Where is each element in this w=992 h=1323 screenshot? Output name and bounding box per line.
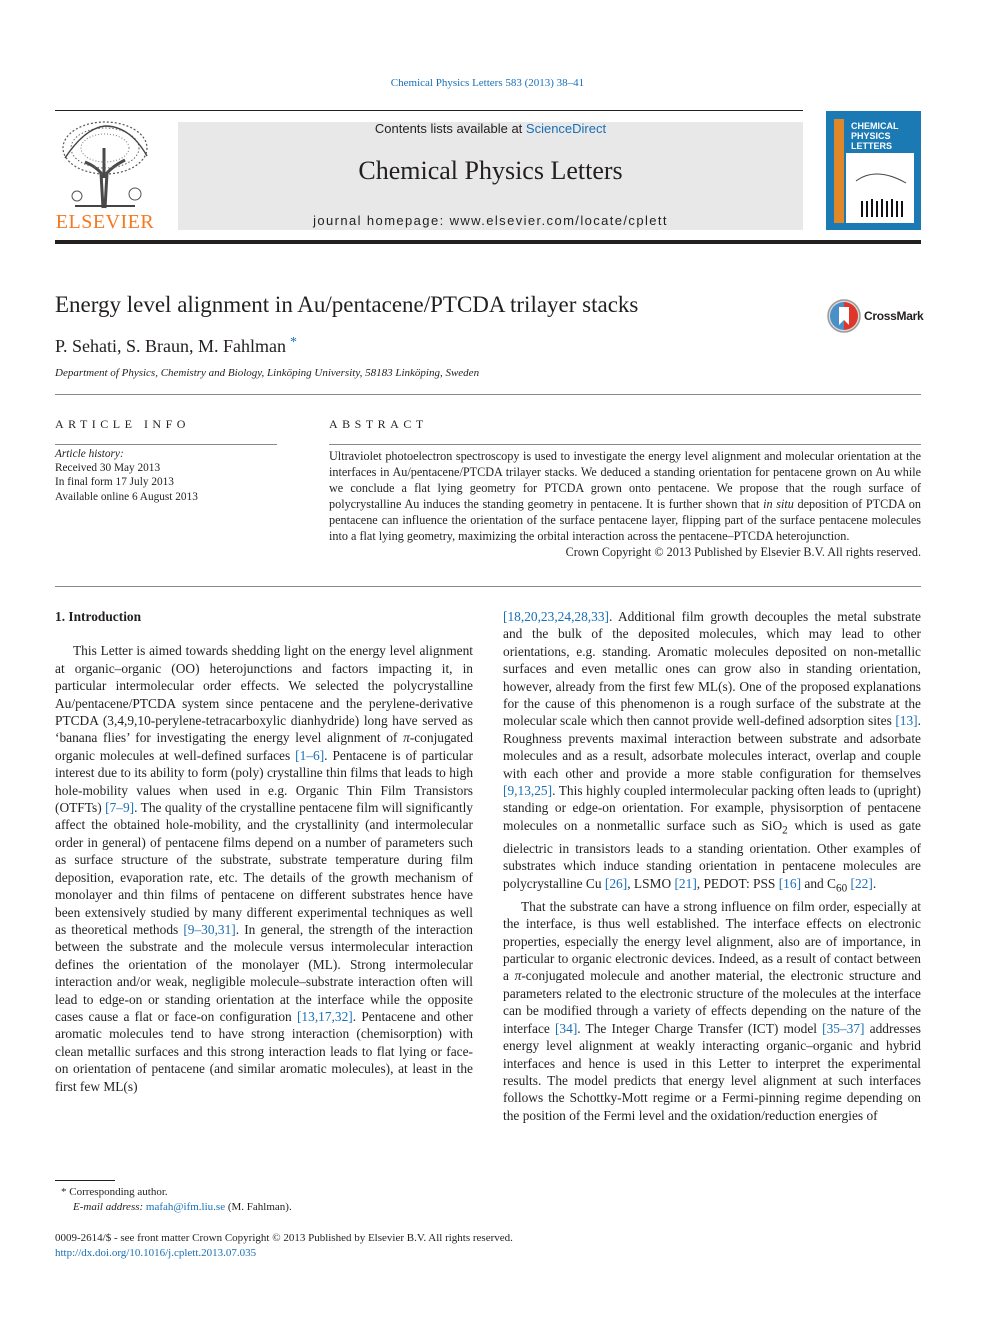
history-final-form: In final form 17 July 2013	[55, 476, 174, 489]
text-run: , LSMO	[627, 875, 675, 891]
contents-prefix: Contents lists available at	[374, 121, 526, 136]
citation-link[interactable]: [9,13,25]	[503, 783, 553, 799]
abstract-heading: ABSTRACT	[329, 417, 428, 431]
abstract-text-2: deposition of PTCDA on pentacene can influence the orientation of the surface pentacene layer, flipping part of the surface pentacene molecules into a flat lying geometry, maximizing the orbital interaction across the pentacene–PTCDA heterojunction.	[329, 497, 921, 543]
citation-link[interactable]: [22]	[850, 875, 873, 891]
tree-icon	[55, 118, 155, 210]
cover-title-line: PHYSICS	[851, 131, 891, 141]
footnote	[55, 1185, 292, 1215]
cover-art-icon	[826, 111, 921, 230]
journal-homepage[interactable]: journal homepage: www.elsevier.com/locate/cplett	[313, 213, 668, 228]
history-title: Article history:	[55, 448, 124, 460]
history-received: Received 30 May 2013	[55, 462, 161, 475]
subscript: 60	[836, 882, 848, 895]
text-run: which is used as gate dielectric in transistors leads to a standing orientation. Other examples of substrates which induce standing orientation in pentacene molecules are polycrystalline Cu	[503, 817, 921, 891]
abstract-in-situ: in situ	[763, 497, 794, 511]
citation-link[interactable]: [9–30,31]	[183, 921, 236, 937]
text-run: That the substrate can have a strong influence on film order, especially at the interface, is thus well established. The interface effects on electronic properties, especially the energy level alignment, also are of importance, in particular to organic electronic devices. Indeed, as a result of contact between a	[503, 898, 921, 984]
cover-title-line: CHEMICAL	[851, 121, 899, 131]
article-history	[55, 447, 277, 504]
contents-line	[178, 121, 803, 136]
citation-link[interactable]: [16]	[778, 875, 802, 891]
text-run: and C	[801, 875, 836, 891]
footnote-corresponding	[55, 1185, 292, 1200]
history-available: Available online 6 August 2013	[55, 490, 198, 503]
intro-paragraph-2	[503, 898, 921, 1124]
citation-link[interactable]: [26]	[604, 875, 628, 891]
text-run: . Additional film growth decouples the metal substrate and the bulk of the deposited molecules, which may lead to other orientations, e.g. standing. Aromatic molecules deposited on non-metallic surfaces and even metallic ones can grow also in standing orientation, however, already from the first few ML(s). One of the proposed explanations for the cause of this phenomenon is a rough surface of the substrate at the molecular scale which then cannot provide well-defined adsorption sites	[503, 609, 921, 729]
citation-link[interactable]: [7–9]	[105, 800, 135, 816]
body-column-right	[503, 608, 921, 1124]
issn-line: 0009-2614/$ - see front matter Crown Copyright © 2013 Published by Elsevier B.V. All rights reserved.	[55, 1232, 513, 1244]
abstract-rule	[329, 444, 921, 445]
footnote-corresponding-text: Corresponding author.	[69, 1186, 168, 1198]
text-run: . This highly coupled intermolecular packing often leads to (upright) standing or edge-on orientation. For example, physisorption of pentacene molecules on a nonmetallic surface such as SiO	[503, 783, 921, 833]
subscript: 2	[782, 824, 788, 837]
sciencedirect-link[interactable]: ScienceDirect	[525, 121, 607, 136]
email-link[interactable]: mafah@ifm.liu.se	[145, 1201, 226, 1213]
cover-title-line: LETTERS	[851, 141, 893, 151]
corresponding-author-mark[interactable]: *	[290, 335, 298, 350]
intro-paragraph-1-continued	[503, 608, 921, 898]
abstract-bottom-rule	[55, 586, 921, 587]
footnote-email	[55, 1200, 292, 1215]
section-title-introduction: 1. Introduction	[55, 609, 142, 624]
text-run: . Pentacene and other aromatic molecules tend to have strong interaction (chemisorption) with clean metallic surfaces and this strong interaction leads to flat lying or face-on orientation of pentacene (and similar aromatic molecules), at least in the first few ML(s)	[55, 1008, 473, 1094]
journal-cover-thumbnail[interactable]	[826, 111, 921, 230]
header-top-rule	[55, 110, 803, 111]
text-run: -conjugated organic molecules at well-defined surfaces	[55, 730, 473, 763]
email-name: (M. Fahlman).	[227, 1201, 292, 1213]
footnote-mark: *	[61, 1186, 67, 1198]
citation-link[interactable]: [21]	[674, 875, 697, 891]
affiliation: Department of Physics, Chemistry and Biology, Linköping University, 58183 Linköping, Sweden	[55, 367, 480, 379]
article-info-rule	[55, 444, 277, 445]
abstract-copyright: Crown Copyright © 2013 Published by Elsevier B.V. All rights reserved.	[565, 545, 921, 559]
text-run: . The Integer Charge Transfer (ICT) model	[577, 1020, 823, 1036]
text-run: This Letter is aimed towards shedding light on the energy level alignment at organic–organic (OO) heterojunctions and factors impacting it, in particular intermolecular order effects. We selected the polycrystalline Au/pentacene/PTCDA system since pentacene and the perylene-derivative PTCDA (3,4,9,10-perylene-tetracarboxylic dianhydride) long have served as ‘banana flies’ for investigating the energy level alignment of	[55, 643, 473, 746]
text-run: .	[872, 875, 877, 891]
citation-link[interactable]: [13]	[895, 713, 918, 729]
text-run: addresses energy level alignment at weakly interacting organic–organic and hybrid interfaces and hence is used in this Letter to interpret the experimental results. The model predicts that energy level alignment at such interfaces follows the Schottky-Mott regime or a Fermi-pinning regime depending on the position of the Fermi level and the oxidation/reduction energies of	[503, 1020, 921, 1123]
article-info-heading: ARTICLE INFO	[55, 417, 190, 431]
citation-link[interactable]: [35–37]	[822, 1020, 865, 1036]
pi-symbol: π	[514, 968, 522, 984]
footnote-rule	[55, 1180, 115, 1181]
author-names: P. Sehati, S. Braun, M. Fahlman	[55, 336, 287, 356]
doi-link[interactable]: http://dx.doi.org/10.1016/j.cplett.2013.07.035	[55, 1246, 257, 1259]
text-run: . Roughness prevents maximal interaction between substrate and adsorbate molecules and as a result, adsorbate molecules interact, overlap and couple with each other and provide a more stable configuration for themselves	[503, 713, 921, 781]
text-run: . The quality of the crystalline pentacene film will significantly affect the obtained hole-mobility, and the crystallinity (and intermolecular order in general) of pentacene films depend on a number of parameters such as surface structure of the substrate, substrate temperature during film deposition, evaporation rate, etc. The details of the growth mechanism of monolayer and thin films of pentacene on different substrates hence have been extensively studied by many different experimental techniques as well as theoretical methods	[55, 800, 473, 937]
article-title: Energy level alignment in Au/pentacene/PTCDA trilayer stacks	[55, 292, 639, 317]
citation-link[interactable]: [34]	[554, 1020, 578, 1036]
citation-link[interactable]: [1–6]	[295, 747, 325, 763]
pi-symbol: π	[403, 730, 410, 746]
citation-link[interactable]: [18,20,23,24,28,33]	[503, 609, 610, 624]
author-list	[55, 335, 297, 357]
page-footer	[55, 1231, 513, 1260]
abstract-text-1: Ultraviolet photoelectron spectroscopy is used to investigate the energy level alignment and molecular orientation at the interfaces in Au/pentacene/PTCDA trilayer stacks. We deduced a standing orientation for pentacene grown on Au while we conclude a flat lying geometry for PTCDA grown onto pentacene. We propose that the rough surface of polycrystalline Au induces the standing geometry in pentacene. It is further shown that	[329, 449, 921, 511]
text-run: , PEDOT: PSS	[696, 875, 779, 891]
text-run: . Pentacene is of particular interest due to its ability to form (poly) crystalline thin films that leads to high hole-mobility values when used in e.g. Organic Thin Film Transistors (OTFTs)	[55, 747, 474, 816]
text-run: . In general, the strength of the interaction between the substrate and the molecule versus intermolecular interaction defines the orientation of the monolayer (ML). Strong intermolecular interaction and/or weak, negligible molecule–substrate interaction often will lead to edge-on or standing orientation at the interface while the opposite cases cause a flat or face-on configuration	[55, 921, 473, 1024]
crossmark-badge[interactable]	[826, 298, 922, 334]
abstract-body	[329, 448, 921, 560]
body-column-left	[55, 608, 473, 1095]
journal-reference[interactable]: Chemical Physics Letters 583 (2013) 38–41	[390, 77, 585, 89]
intro-paragraph-1	[55, 642, 473, 1095]
text-run: -conjugated molecule and another material, the electronic structure and parameters related to the electronic structure of the molecules at the interface can be modified through a variety of effects depending on the nature of the interface	[503, 968, 922, 1036]
elsevier-wordmark: ELSEVIER	[55, 211, 155, 233]
header-thick-rule	[55, 240, 921, 244]
affiliation-rule	[55, 394, 921, 395]
journal-name: Chemical Physics Letters	[358, 156, 623, 185]
crossmark-label: CrossMark	[864, 309, 924, 323]
abstract-paragraph	[329, 448, 921, 544]
crossmark-icon	[826, 298, 862, 334]
email-label: E-mail address:	[73, 1201, 144, 1213]
citation-link[interactable]: [13,17,32]	[296, 1008, 353, 1024]
